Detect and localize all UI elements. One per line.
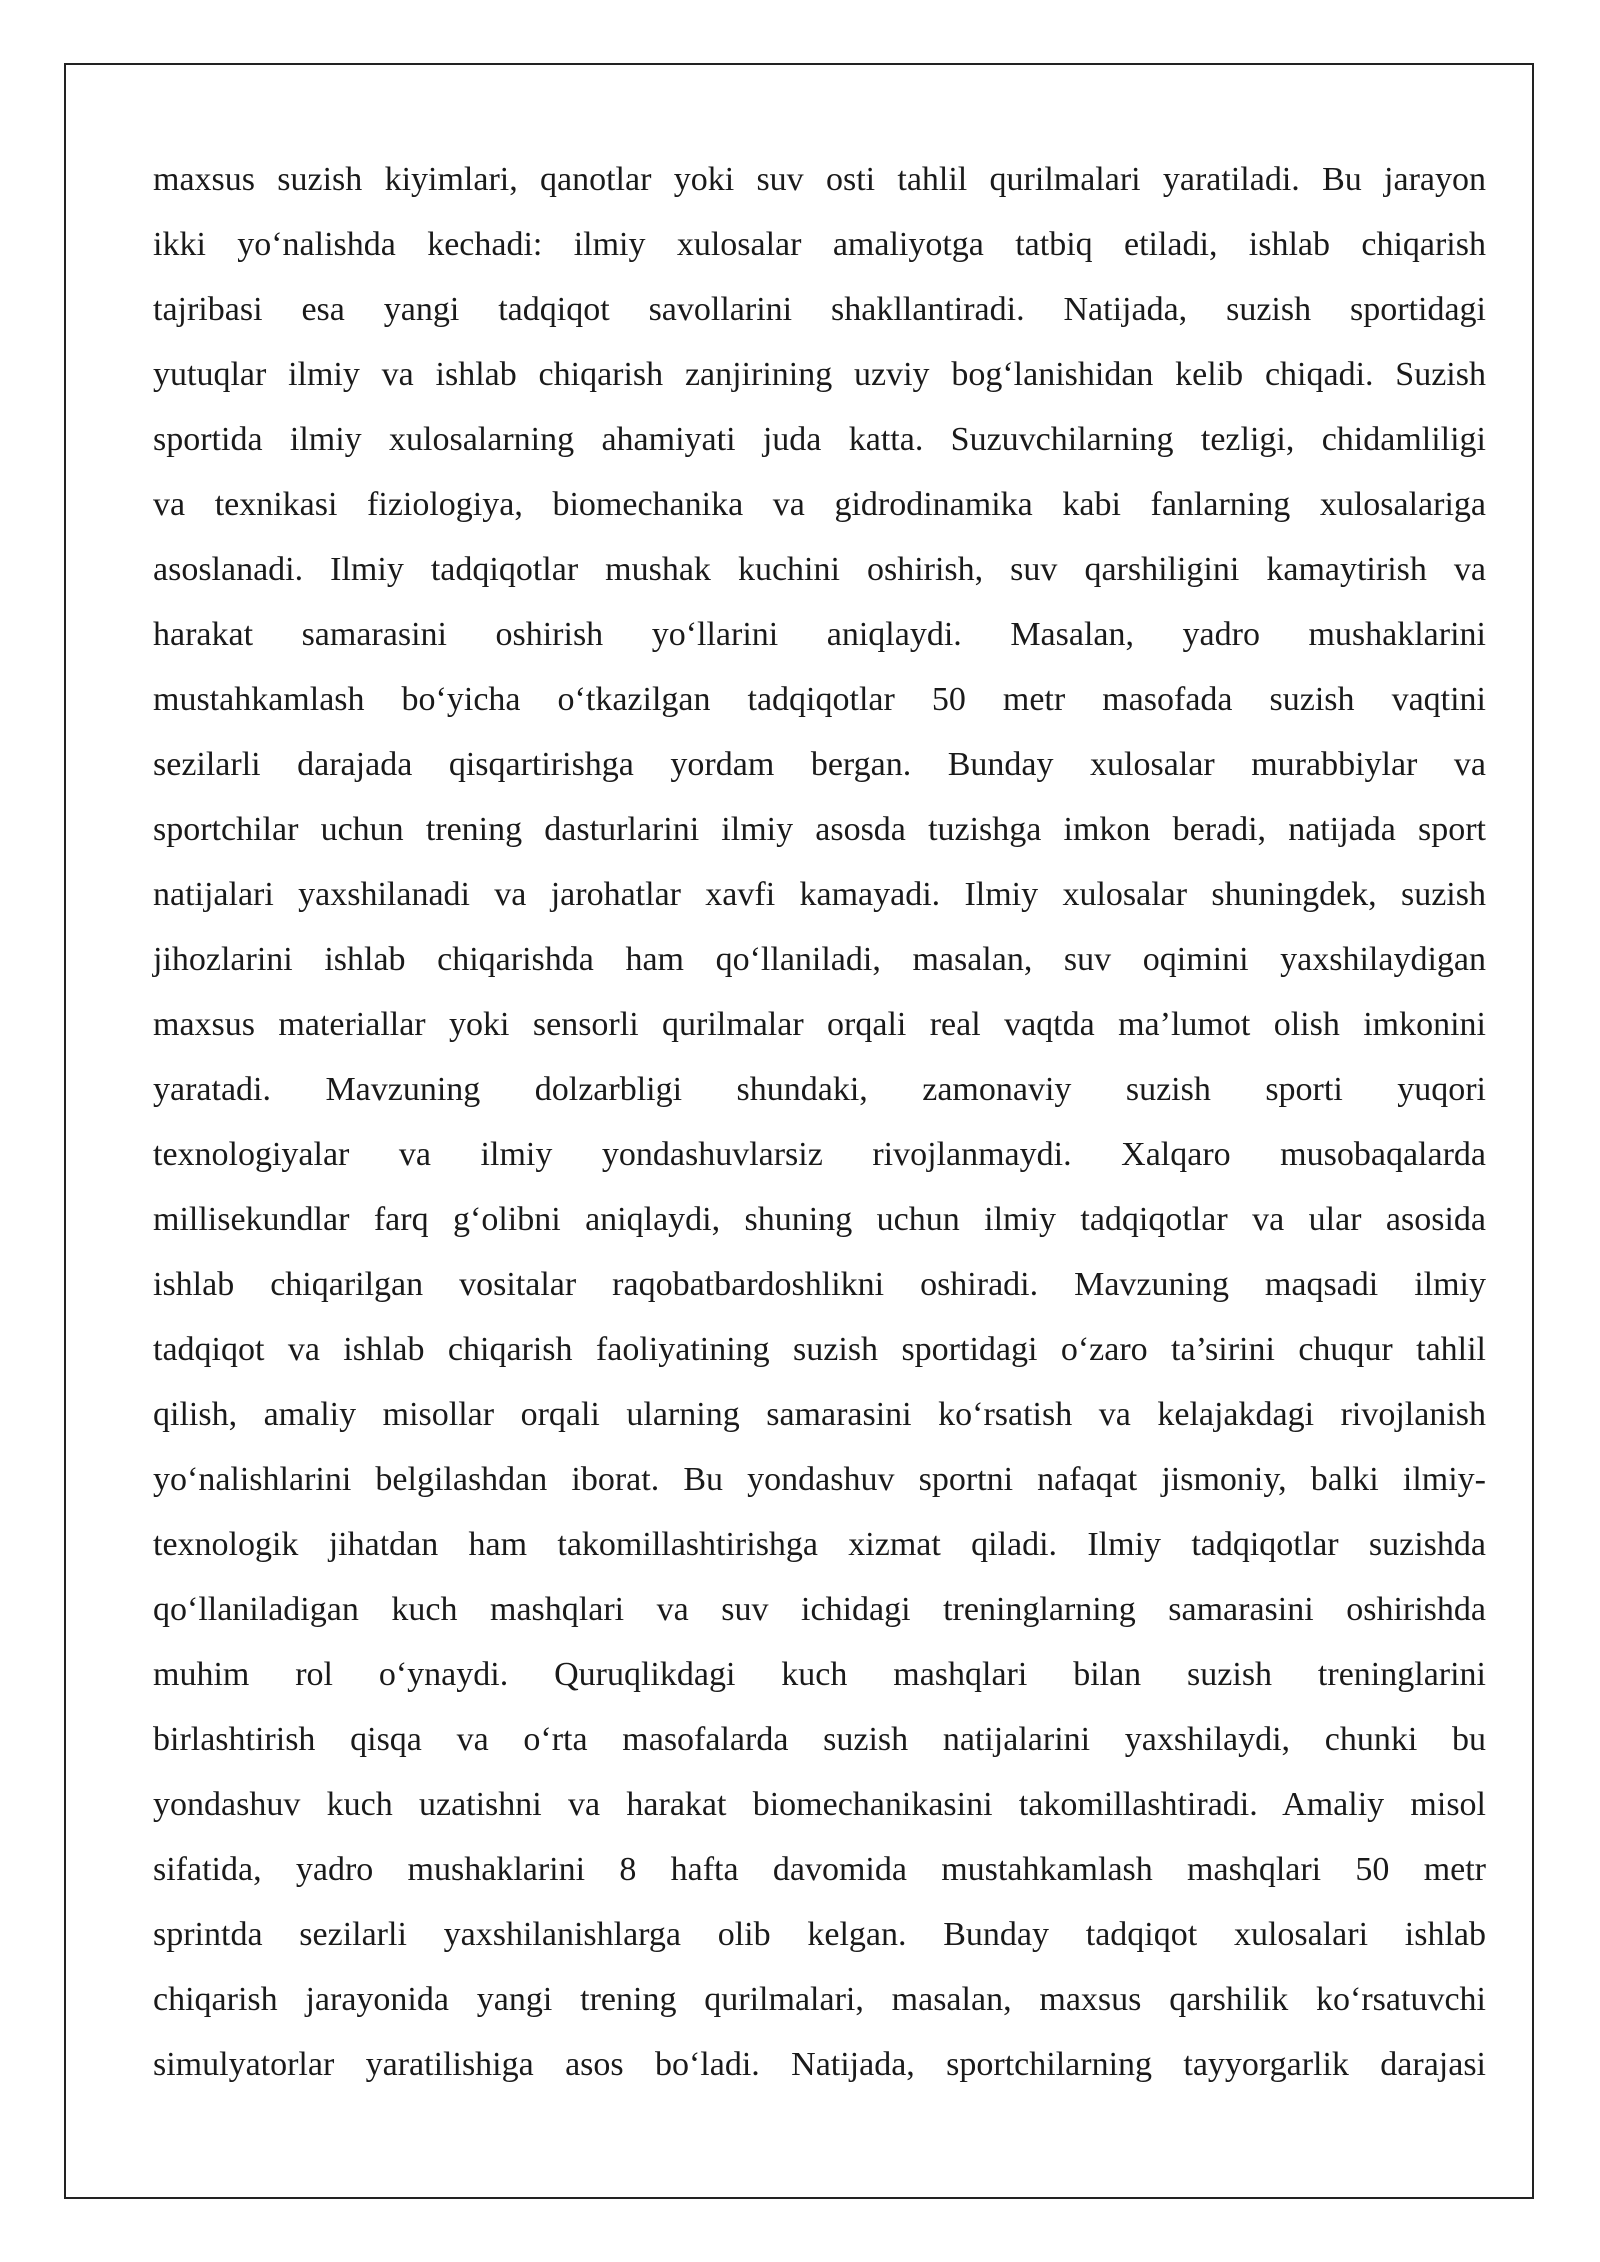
text-line: qo‘llaniladigan kuch mashqlari va suv ichidagi treninglarning samarasini oshirishda xyxy=(153,1591,1486,1628)
text-line: tadqiqot va ishlab chiqarish faoliyatining suzish sportidagi o‘zaro ta’sirini chuqur tahlil xyxy=(153,1331,1486,1368)
text-line: ikki yo‘nalishda kechadi: ilmiy xulosalar amaliyotga tatbiq etiladi, ishlab chiqarish xyxy=(153,226,1486,263)
text-line: yo‘nalishlarini belgilashdan iborat. Bu yondashuv sportni nafaqat jismoniy, balki ilmiy- xyxy=(153,1461,1486,1498)
text-line: texnologiyalar va ilmiy yondashuvlarsiz rivojlanmaydi. Xalqaro musobaqalarda xyxy=(153,1136,1486,1173)
text-line: sifatida, yadro mushaklarini 8 hafta davomida mustahkamlash mashqlari 50 metr xyxy=(153,1851,1486,1888)
text-line: harakat samarasini oshirish yo‘llarini aniqlaydi. Masalan, yadro mushaklarini xyxy=(153,616,1486,653)
text-line: sezilarli darajada qisqartirishga yordam bergan. Bunday xulosalar murabbiylar va xyxy=(153,746,1486,783)
text-line: sportida ilmiy xulosalarning ahamiyati juda katta. Suzuvchilarning tezligi, chidamliligi xyxy=(153,421,1486,458)
text-line: millisekundlar farq g‘olibni aniqlaydi, shuning uchun ilmiy tadqiqotlar va ular asosida xyxy=(153,1201,1486,1238)
text-line: chiqarish jarayonida yangi trening qurilmalari, masalan, maxsus qarshilik ko‘rsatuvchi xyxy=(153,1981,1486,2018)
text-line: birlashtirish qisqa va o‘rta masofalarda suzish natijalarini yaxshilaydi, chunki bu xyxy=(153,1721,1486,1758)
text-line: texnologik jihatdan ham takomillashtirishga xizmat qiladi. Ilmiy tadqiqotlar suzishda xyxy=(153,1526,1486,1563)
body-paragraph xyxy=(153,147,1486,2097)
text-line: sprintda sezilarli yaxshilanishlarga olib kelgan. Bunday tadqiqot xulosalari ishlab xyxy=(153,1916,1486,1953)
text-line: yondashuv kuch uzatishni va harakat biomechanikasini takomillashtiradi. Amaliy misol xyxy=(153,1786,1486,1823)
text-line: va texnikasi fiziologiya, biomechanika va gidrodinamika kabi fanlarning xulosalariga xyxy=(153,486,1486,523)
text-line: jihozlarini ishlab chiqarishda ham qo‘llaniladi, masalan, suv oqimini yaxshilaydigan xyxy=(153,941,1486,978)
text-line: qilish, amaliy misollar orqali ularning samarasini ko‘rsatish va kelajakdagi rivojlanish xyxy=(153,1396,1486,1433)
text-line: ishlab chiqarilgan vositalar raqobatbardoshlikni oshiradi. Mavzuning maqsadi ilmiy xyxy=(153,1266,1486,1303)
text-line: yaratadi. Mavzuning dolzarbligi shundaki, zamonaviy suzish sporti yuqori xyxy=(153,1071,1486,1108)
text-line: simulyatorlar yaratilishiga asos bo‘ladi. Natijada, sportchilarning tayyorgarlik darajasi xyxy=(153,2046,1486,2083)
text-line: natijalari yaxshilanadi va jarohatlar xavfi kamayadi. Ilmiy xulosalar shuningdek, suzish xyxy=(153,876,1486,913)
text-line: sportchilar uchun trening dasturlarini ilmiy asosda tuzishga imkon beradi, natijada sport xyxy=(153,811,1486,848)
text-line: mustahkamlash bo‘yicha o‘tkazilgan tadqiqotlar 50 metr masofada suzish vaqtini xyxy=(153,681,1486,718)
text-line: asoslanadi. Ilmiy tadqiqotlar mushak kuchini oshirish, suv qarshiligini kamaytirish va xyxy=(153,551,1486,588)
text-line: muhim rol o‘ynaydi. Quruqlikdagi kuch mashqlari bilan suzish treninglarini xyxy=(153,1656,1486,1693)
text-line: yutuqlar ilmiy va ishlab chiqarish zanjirining uzviy bog‘lanishidan kelib chiqadi. Suzish xyxy=(153,356,1486,393)
text-line: maxsus materiallar yoki sensorli qurilmalar orqali real vaqtda ma’lumot olish imkonini xyxy=(153,1006,1486,1043)
text-line: tajribasi esa yangi tadqiqot savollarini shakllantiradi. Natijada, suzish sportidagi xyxy=(153,291,1486,328)
text-line: maxsus suzish kiyimlari, qanotlar yoki suv osti tahlil qurilmalari yaratiladi. Bu jarayon xyxy=(153,161,1486,198)
